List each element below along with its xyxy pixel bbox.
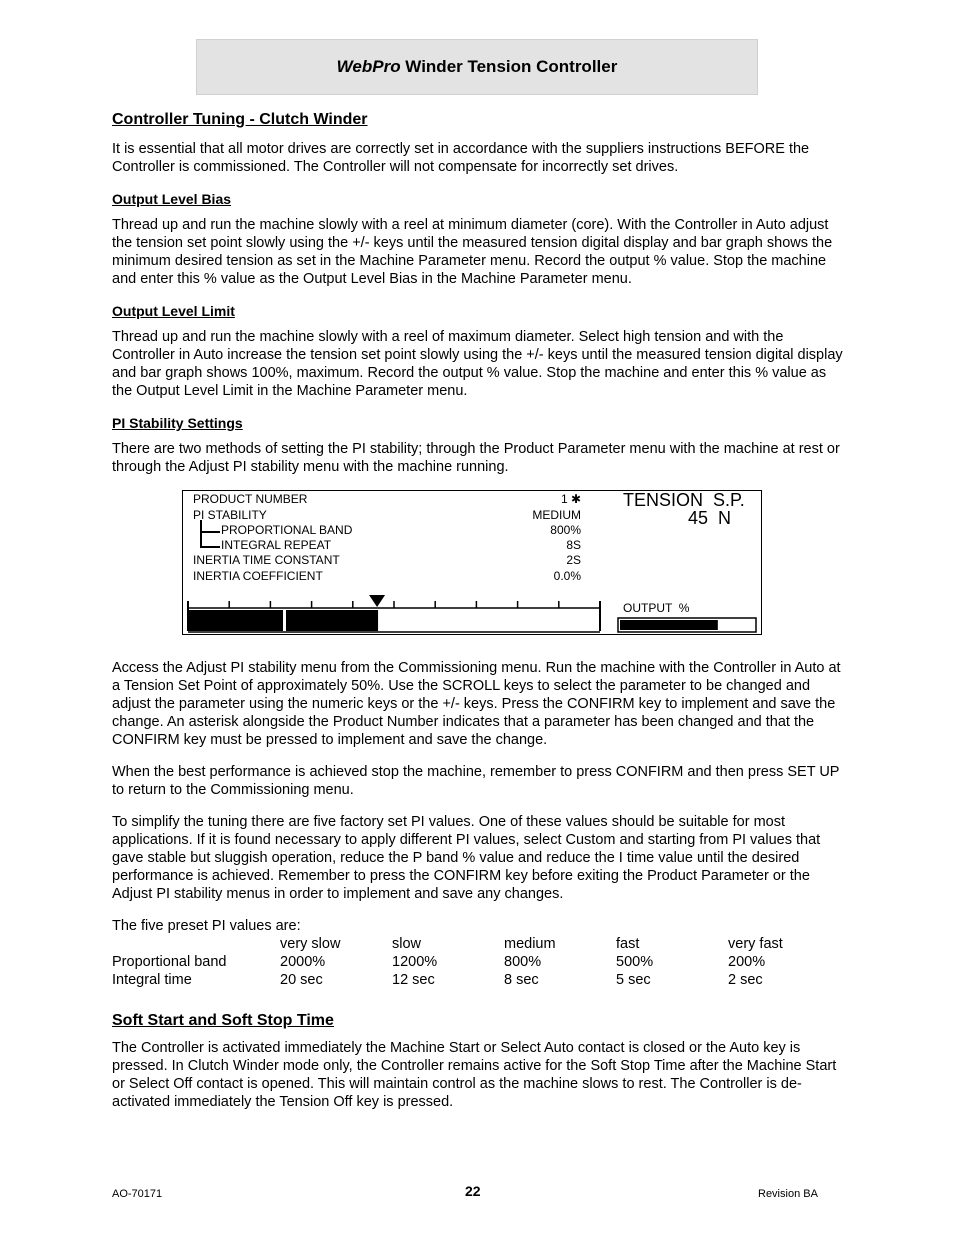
column-header: very fast — [728, 936, 783, 952]
output-bias-paragraph: Thread up and run the machine slowly with a reel at minimum diameter (core). With the Controller in Auto adjust the tension set point slowly using the +/- keys until the measured tension digital display and bar graph shows the minimum desired tension as set in the Machine Parameter menu. Record the output % value. Stop the machine and enter this % value as the Output Level Bias in the Machine Parameter menu. — [112, 217, 833, 287]
subheading-output-limit: Output Level Limit — [112, 303, 235, 319]
page-header — [196, 39, 758, 95]
preset-pi-table — [112, 917, 847, 989]
column-header: slow — [392, 936, 422, 952]
table-cell: 500% — [616, 954, 654, 970]
column-header: fast — [616, 936, 640, 952]
section-heading-tuning: Controller Tuning - Clutch Winder — [112, 111, 368, 128]
column-header: medium — [504, 936, 556, 952]
table-cell: 1200% — [392, 954, 438, 970]
page-number: 22 — [465, 1183, 481, 1199]
section-heading-soft-start: Soft Start and Soft Stop Time — [112, 1012, 334, 1029]
table-cell: 2 sec — [728, 972, 763, 988]
intro-paragraph: It is essential that all motor drives are correctly set in accordance with the suppliers instructions BEFORE the Controller is commissioned. The Controller will not compensate for incorrectly set drives. — [112, 141, 810, 175]
best-performance-paragraph: When the best performance is achieved stop the machine, remember to press CONFIRM and then press SET UP to return to the Commissioning menu. — [112, 764, 840, 798]
simplify-paragraph: To simplify the tuning there are five factory set PI values. One of these values should be suitable for most applications. If it is found necessary to apply different PI values, select Custom and starting from PI values that gave stable but sluggish operation, reduce the P band % value and reduce the I time value until the desired performance is achieved. Remember to press the CONFIRM key before exiting the Product Parameter or the Adjust PI stability menus in order to implement and save any changes. — [112, 814, 821, 902]
display-label-integral-repeat: INTEGRAL REPEAT — [221, 538, 332, 552]
pi-stability-paragraph: There are two methods of setting the PI stability; through the Product Parameter menu with the machine at rest or through the Adjust PI stability menu with the machine running. — [112, 441, 840, 475]
table-cell: 2000% — [280, 954, 326, 970]
display-label-inertia-coefficient: INERTIA COEFFICIENT — [193, 569, 323, 583]
output-percent-label: OUTPUT % — [623, 601, 690, 615]
header-title-italic: WebPro — [336, 57, 401, 76]
subheading-pi-stability: PI Stability Settings — [112, 415, 243, 431]
tension-setpoint-value: 45 N — [688, 508, 732, 528]
controller-display-figure — [182, 490, 762, 635]
display-value-inertia-time: 2S — [566, 553, 581, 567]
table-cell: 20 sec — [280, 972, 323, 988]
table-cell: 200% — [728, 954, 766, 970]
table-cell: 12 sec — [392, 972, 435, 988]
access-paragraph: Access the Adjust PI stability menu from the Commissioning menu. Run the machine with the Controller in Auto at a Tension Set Point of approximately 50%. Use the SCROLL keys to select the parameter to be changed and adjust the parameter using the numeric keys or the +/- keys. Press the CONFIRM key to implement and save the change. An asterisk alongside the Product Number indicates that a parameter has been changed and that the CONFIRM key must be pressed to implement and save the change. — [112, 660, 841, 748]
display-label-inertia-time: INERTIA TIME CONSTANT — [193, 553, 340, 567]
setpoint-pointer — [369, 595, 385, 607]
row-label: Integral time — [112, 972, 192, 988]
display-value-proportional-band: 800% — [550, 523, 581, 537]
display-value-product-number: 1 ✱ — [560, 492, 581, 506]
output-bar-fill — [620, 620, 718, 630]
header-title: Winder Tension Controller — [400, 57, 618, 76]
display-value-inertia-coefficient: 0.0% — [553, 569, 581, 583]
display-value-integral-repeat: 8S — [566, 538, 581, 552]
row-label: Proportional band — [112, 954, 227, 970]
document-number: AO-70171 — [112, 1188, 163, 1200]
preset-intro: The five preset PI values are: — [112, 918, 301, 934]
display-value-pi-stability: MEDIUM — [532, 508, 581, 522]
tension-setpoint-label: TENSION S.P. — [623, 490, 745, 510]
display-label-product-number: PRODUCT NUMBER — [193, 492, 308, 506]
soft-start-paragraph: The Controller is activated immediately the Machine Start or Select Auto contact is closed or the Auto key is pressed. In Clutch Winder mode only, the Controller remains active for the Soft Stop Time after the Machine Start or Select Off contact is opened. This will maintain control as the machine slows to rest. The Controller is de-activated immediately the Tension Off key is pressed. — [112, 1040, 837, 1110]
table-cell: 8 sec — [504, 972, 539, 988]
table-row — [112, 953, 847, 971]
table-row — [112, 971, 847, 989]
table-cell: 5 sec — [616, 972, 651, 988]
output-limit-paragraph: Thread up and run the machine slowly with a reel of maximum diameter. Select high tension and with the Controller in Auto increase the tension set point slowly using the +/- keys until the measured tension digital display and bar graph shows 100%, maximum. Record the output % value. Stop the machine and enter this % value as the Output Level Limit in the Machine Parameter menu. — [112, 329, 843, 399]
preset-header-row — [112, 935, 847, 953]
revision-label: Revision BA — [758, 1188, 818, 1200]
bar-divider — [283, 610, 286, 631]
table-cell: 800% — [504, 954, 542, 970]
main-content — [112, 110, 847, 1125]
display-label-proportional-band: PROPORTIONAL BAND — [221, 523, 353, 537]
display-label-pi-stability: PI STABILITY — [193, 508, 267, 522]
column-header: very slow — [280, 936, 341, 952]
subheading-output-bias: Output Level Bias — [112, 191, 232, 207]
table-corner — [112, 935, 280, 953]
